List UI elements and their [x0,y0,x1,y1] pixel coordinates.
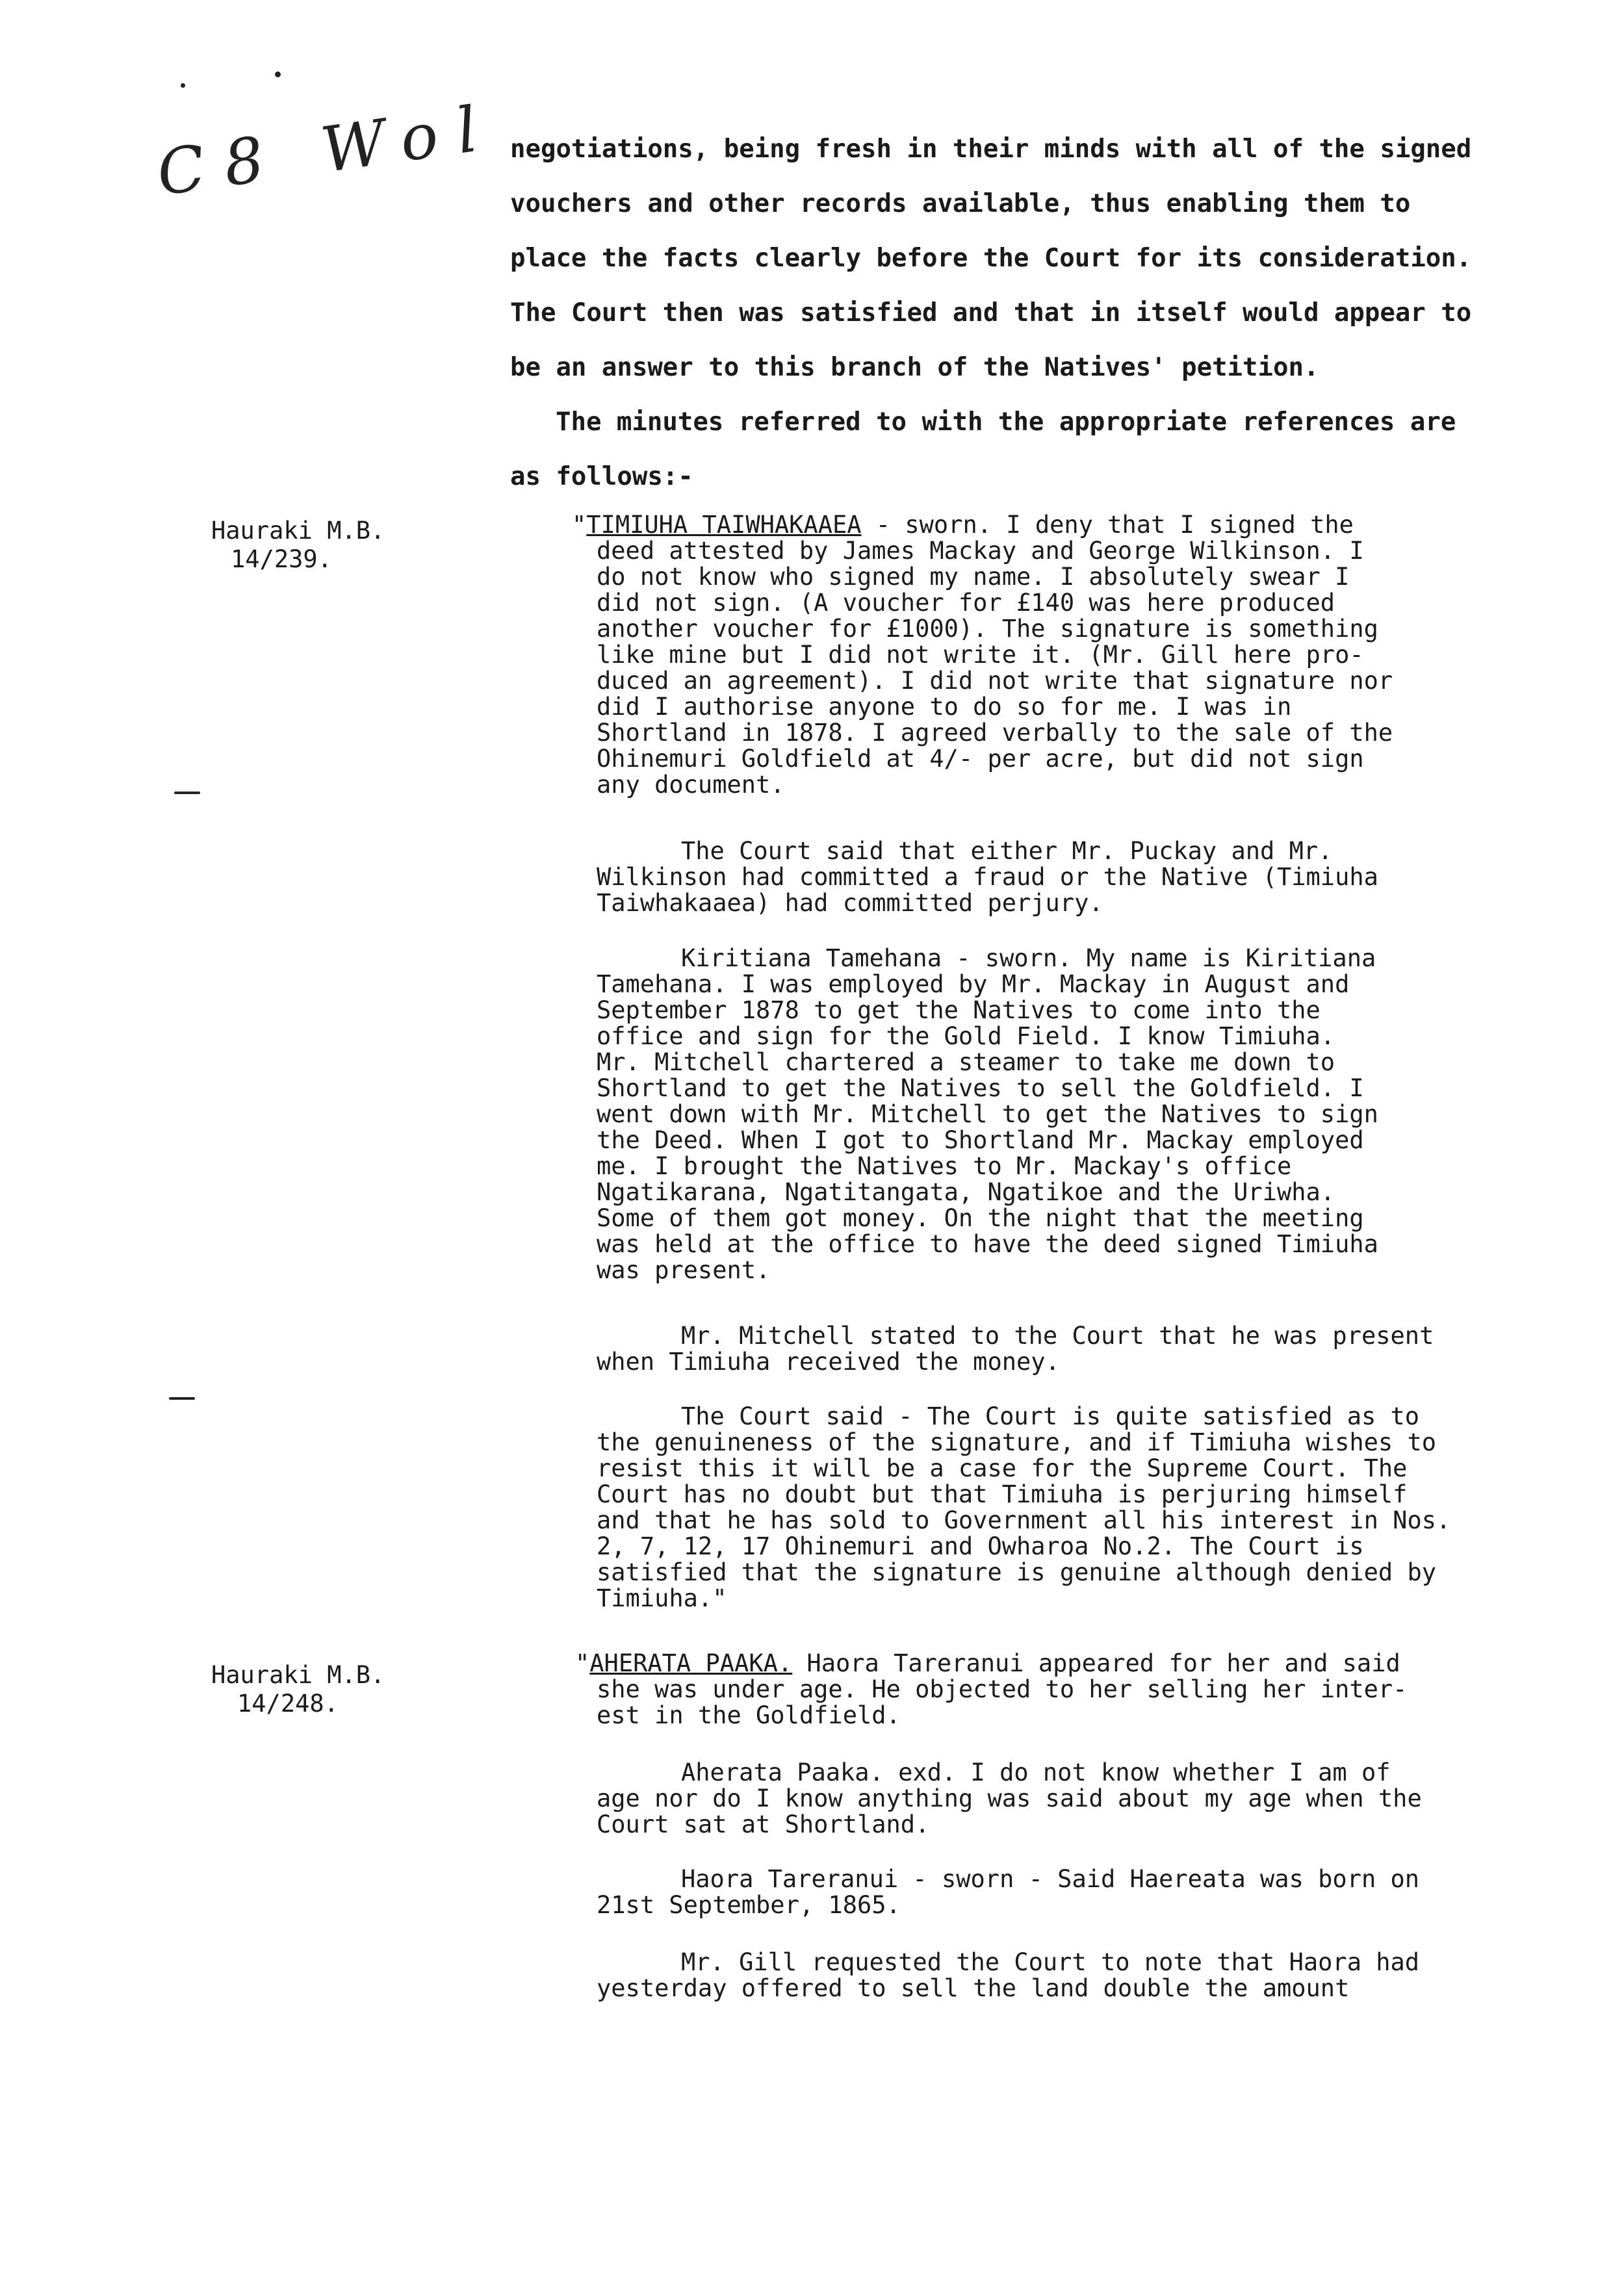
text-line: like mine but I did not write it. (Mr. Gill here pro- [597,641,1364,669]
text-line: do not know who signed my name. I absolutely swear I [597,563,1350,591]
minutes-court-ruling [597,1404,1532,1612]
text-line: resist this it will be a case for the Supreme Court. The [597,1454,1408,1482]
text-line: as follows:- [510,462,693,491]
text-line: Taiwhakaaea) had committed perjury. [597,889,1103,917]
text-line: The Court then was satisfied and that in itself would appear to [510,298,1472,328]
reference-line: Hauraki M.B. [211,1661,385,1689]
reference-line: Hauraki M.B. [211,517,385,545]
text-fragment: Haora Tareranui appeared for her and said [792,1649,1400,1677]
text-line: went down with Mr. Mitchell to get the Natives to sign [597,1100,1378,1128]
text-line: was held at the office to have the deed signed Timiuha [597,1230,1378,1258]
minutes-testimony-kiritiana [597,946,1532,1283]
text-line: "TIMIUHA TAIWHAKAAEA - sworn. I deny that I signed the [572,511,1354,539]
text-line: was present. [597,1256,771,1284]
text-line: Ohinemuri Goldfield at 4/- per acre, but did not sign [597,745,1364,773]
text-line: 21st September, 1865. [597,1891,901,1919]
text-line: she was under age. He objected to her selling her inter- [597,1675,1408,1703]
text-fragment: - sworn. I deny that I signed the [861,511,1354,539]
text-line: the genuineness of the signature, and if Timiuha wishes to [597,1428,1437,1456]
text-line: Shortland in 1878. I agreed verbally to the sale of the [597,719,1393,747]
text-line: did I authorise anyone to do so for me. I was in [597,693,1292,721]
text-line: Some of them got money. On the night that the meeting [597,1204,1364,1232]
text-line: another voucher for £1000). The signature is something [597,615,1378,643]
text-line: yesterday offered to sell the land double the amount [597,1974,1350,2002]
text-line: Mr. Mitchell stated to the Court that he was present [681,1322,1434,1350]
text-line: me. I brought the Natives to Mr. Mackay's office [597,1152,1292,1180]
text-line: Tamehana. I was employed by Mr. Mackay in August and [597,970,1350,998]
text-line: satisfied that the signature is genuine although denied by [597,1558,1437,1586]
text-line: "AHERATA PAAKA. Haora Tareranui appeared for her and said [575,1649,1400,1677]
text-line: Aherata Paaka. exd. I do not know whether I am of [681,1758,1391,1786]
text-line: Ngatikarana, Ngatitangata, Ngatikoe and the Uriwha. [597,1178,1335,1206]
text-line: Court has no doubt but that Timiuha is perjuring himself [597,1480,1408,1508]
text-line: Court sat at Shortland. [597,1810,930,1838]
text-line: The Court said - The Court is quite satisfied as to [681,1402,1420,1430]
top-paragraph [510,122,1524,395]
text-line: Mr. Mitchell chartered a steamer to take me down to [597,1048,1335,1076]
text-line: Mr. Gill requested the Court to note that Haora had [681,1948,1420,1976]
text-line: be an answer to this branch of the Natives' petition. [510,353,1319,382]
text-line: Kiritiana Tamehana - sworn. My name is Kiritiana [681,944,1376,972]
text-line: when Timiuha received the money. [597,1348,1060,1376]
margin-dash-mark [169,1397,195,1400]
text-line: deed attested by James Mackay and George Wilkinson. I [597,537,1364,565]
text-line: Shortland to get the Natives to sell the Goldfield. I [597,1074,1364,1102]
text-line: age nor do I know anything was said about my age when the [597,1784,1422,1812]
minutes-court-statement [597,838,1532,916]
margin-reference [211,517,385,574]
text-line: did not sign. (A voucher for £140 was here produced [597,589,1335,617]
margin-reference [211,1661,385,1718]
text-line: September 1878 to get the Natives to come into the [597,996,1321,1024]
minutes-mitchell-statement [597,1323,1532,1375]
text-line: any document. [597,771,785,799]
reference-line: 14/239. [231,545,332,573]
text-line: duced an agreement). I did not write that signature nor [597,667,1393,695]
text-line: Timiuha." [597,1584,727,1612]
speck-mark [181,83,185,88]
minutes-testimony-timiuha [572,512,1508,798]
text-line: office and sign for the Gold Field. I know Timiuha. [597,1022,1335,1050]
text-line: 2, 7, 12, 17 Ohinemuri and Owharoa No.2. The Court is [597,1532,1364,1560]
reference-line: 14/248. [237,1690,339,1718]
text-line: the Deed. When I got to Shortland Mr. Mackay employed [597,1126,1364,1154]
intro-paragraph [510,395,1524,504]
text-line: The Court said that either Mr. Puckay and Mr. [681,837,1333,865]
witness-name: AHERATA PAAKA. [589,1649,793,1677]
text-line: negotiations, being fresh in their minds with all of the signed [510,135,1472,164]
minutes-haora-testimony [597,1866,1532,1918]
minutes-testimony-aherata [575,1651,1511,1729]
text-line: vouchers and other records available, thus enabling them to [510,189,1411,218]
text-line: Wilkinson had committed a fraud or the Native (Timiuha [597,863,1378,891]
text-line: place the facts clearly before the Court for its consideration. [510,244,1472,273]
minutes-gill-request [597,1950,1532,2002]
text-line: est in the Goldfield. [597,1701,901,1729]
text-line: The minutes referred to with the appropriate references are [556,407,1456,437]
text-line: Haora Tareranui - sworn - Said Haereata was born on [681,1865,1420,1893]
text-line: and that he has sold to Government all his interest in Nos. [597,1506,1451,1534]
witness-name: TIMIUHA TAIWHAKAAEA [586,511,862,539]
margin-dash-mark [174,792,200,794]
handwritten-annotation: C8 Wol [152,90,501,211]
speck-mark [275,71,281,77]
minutes-aherata-examination [597,1760,1532,1838]
